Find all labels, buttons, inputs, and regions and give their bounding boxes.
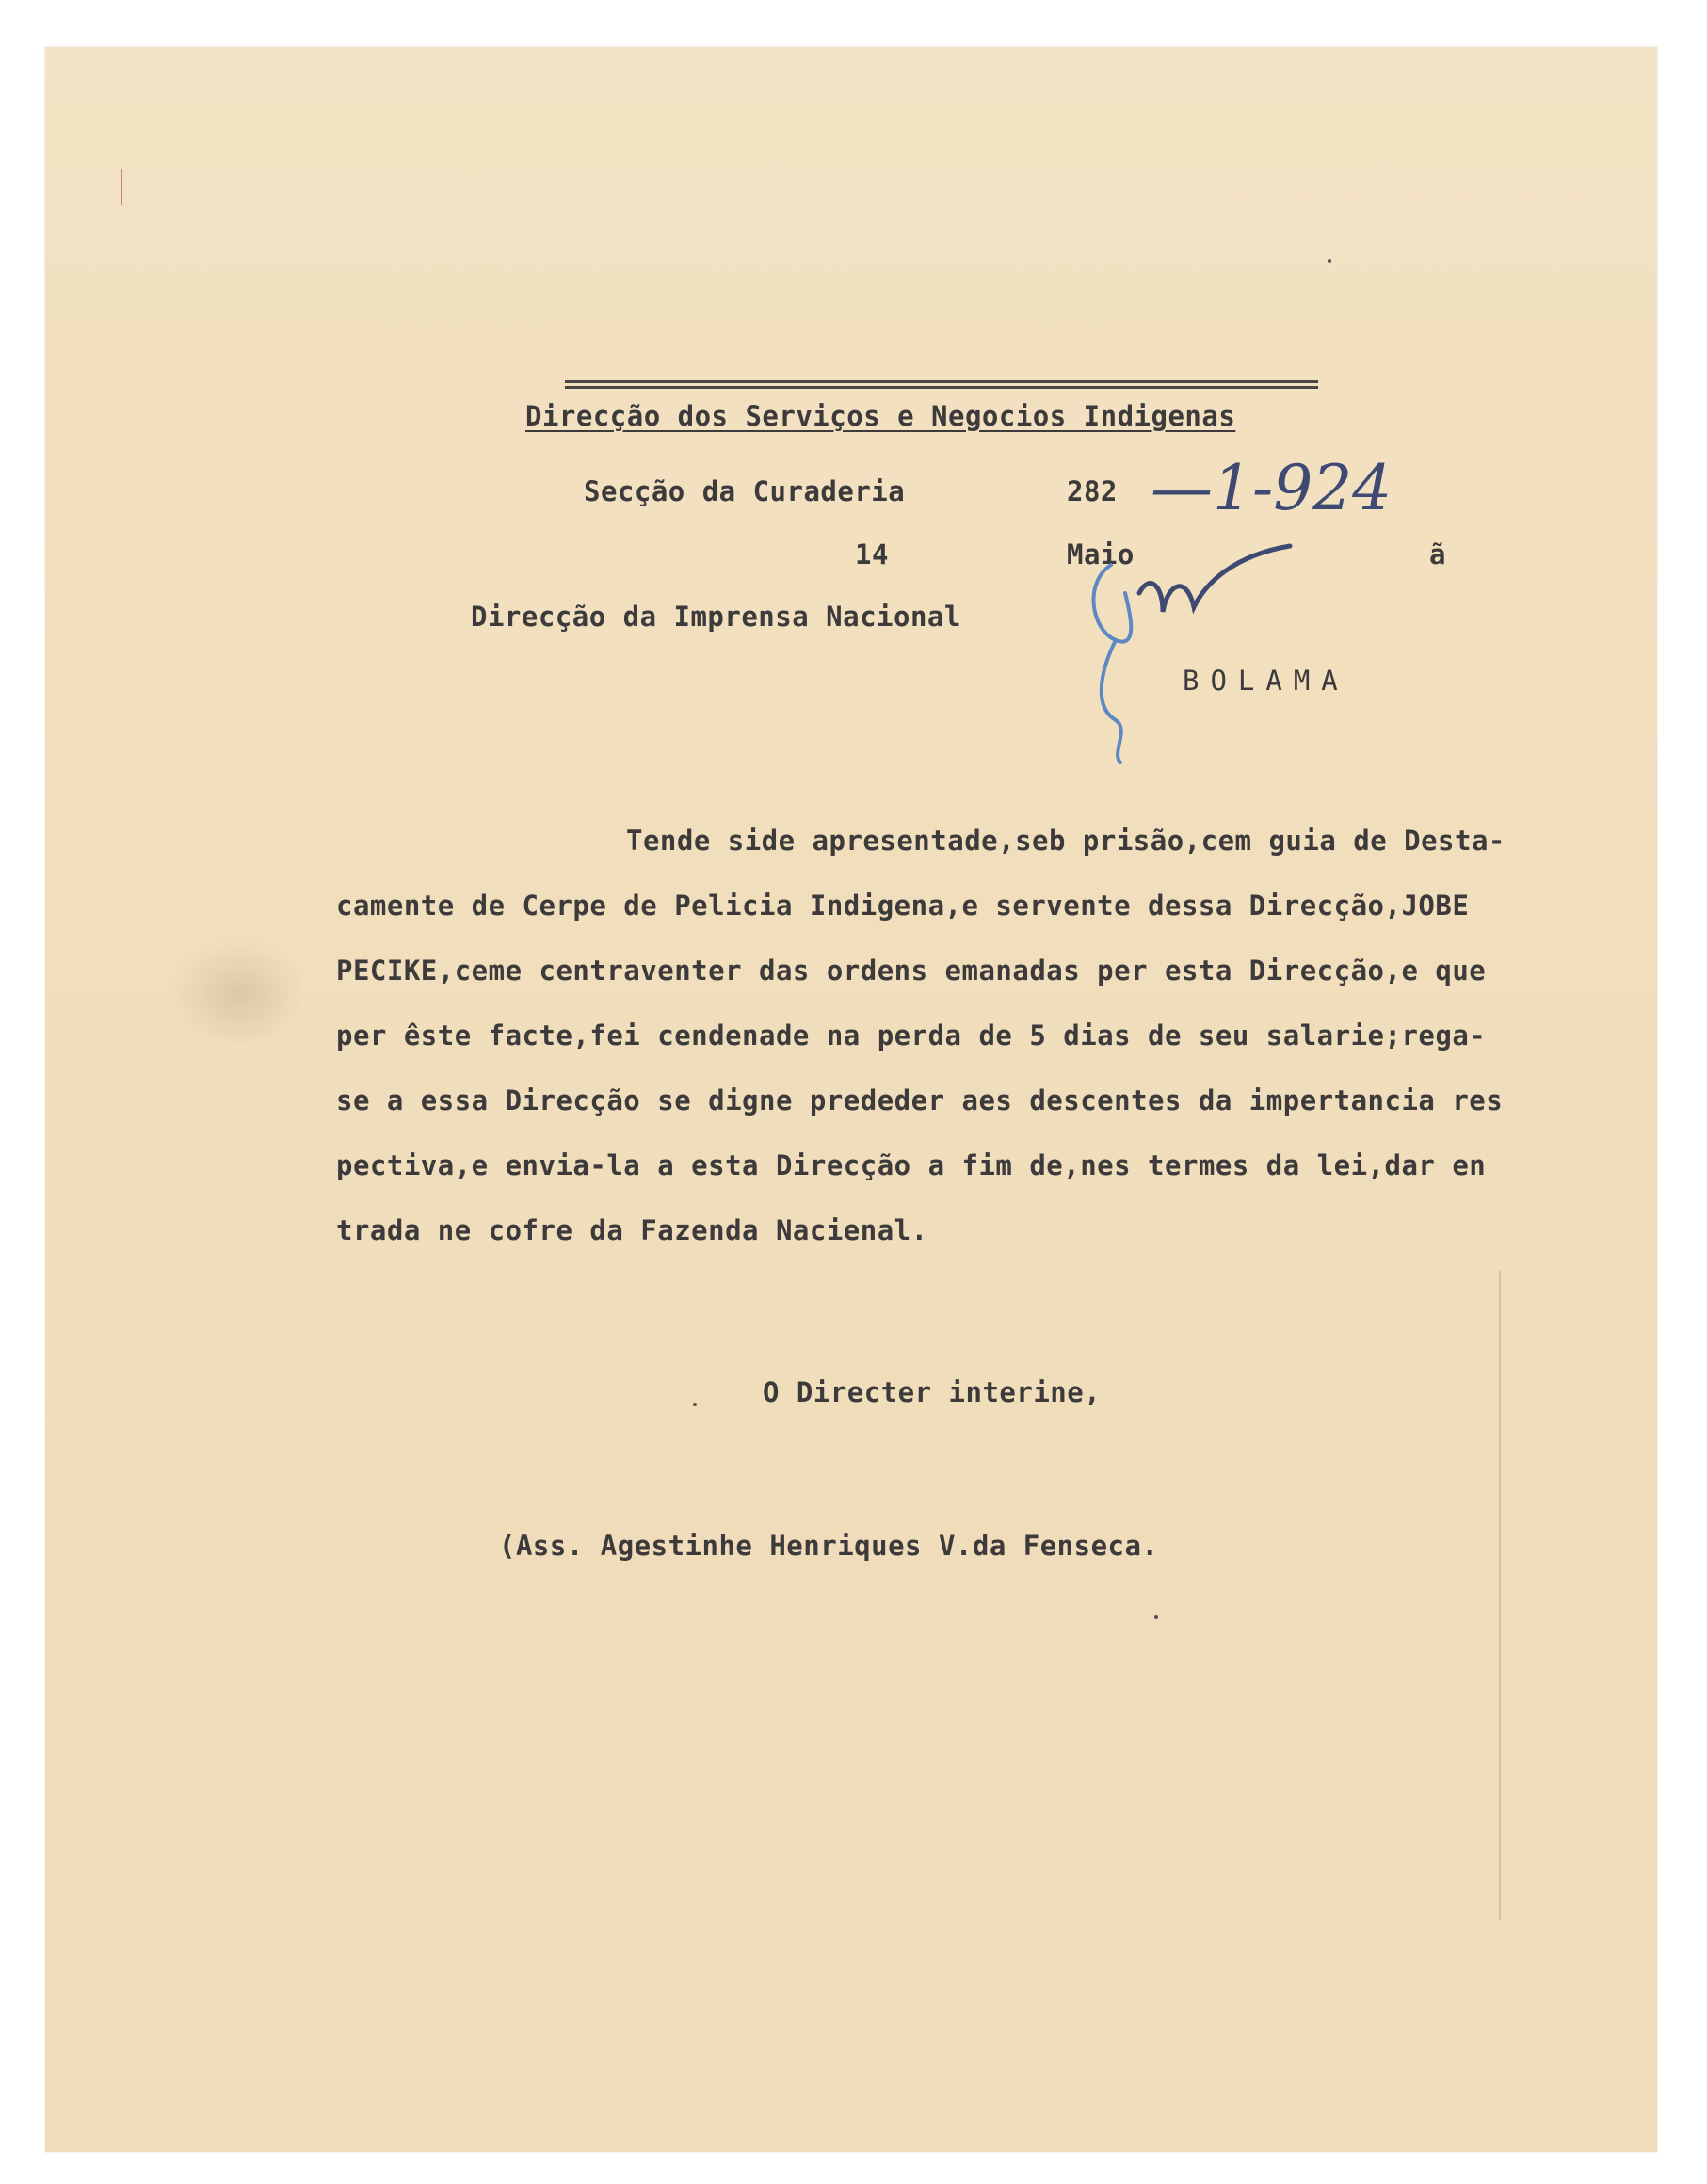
recipient: Direcção da Imprensa Nacional [471, 601, 961, 633]
heading-double-rule [565, 380, 1318, 389]
handwritten-reference: —1-924 [1151, 452, 1393, 524]
document-heading: Direcção dos Serviços e Negocios Indigenas [525, 400, 1236, 432]
date-year-mark: ã [1429, 538, 1446, 570]
body-line-3: PECIKE,ceme centraventer das ordens emanadas per esta Direcção,e que [336, 955, 1487, 987]
blue-pencil-initials [1073, 527, 1318, 772]
signature-line: (Ass. Agestinhe Henriques V.da Fenseca. [499, 1530, 1159, 1562]
ink-dot [1328, 259, 1331, 263]
section-name: Secção da Curaderia [584, 475, 906, 507]
red-margin-mark [121, 169, 122, 205]
date-day: 14 [855, 538, 889, 570]
body-line-4: per êste facte,fei cendenade na perda de 5 dias de seu salarie;rega- [336, 1020, 1487, 1052]
ink-dot [1154, 1615, 1158, 1619]
closing-line: O Directer interine, [763, 1376, 1102, 1408]
body-line-5: se a essa Direcção se digne prededer aes descentes da impertancia res [336, 1084, 1504, 1116]
body-line-7: trada ne cofre da Fazenda Nacienal. [336, 1214, 928, 1246]
reference-number: 282 [1067, 475, 1118, 507]
paper-fold-line [1499, 1271, 1501, 1920]
date-month: Maio [1067, 538, 1135, 570]
body-line-2: camente de Cerpe de Pelicia Indigena,e servente dessa Direcção,JOBE [336, 890, 1470, 922]
ink-dot [693, 1403, 697, 1406]
location: BOLAMA [1183, 665, 1349, 697]
body-line-6: pectiva,e envia-la a esta Direcção a fim de,nes termes da lei,dar en [336, 1149, 1487, 1181]
body-line-1: Tende side apresentade,seb prisão,cem guia de Desta- [626, 825, 1506, 857]
